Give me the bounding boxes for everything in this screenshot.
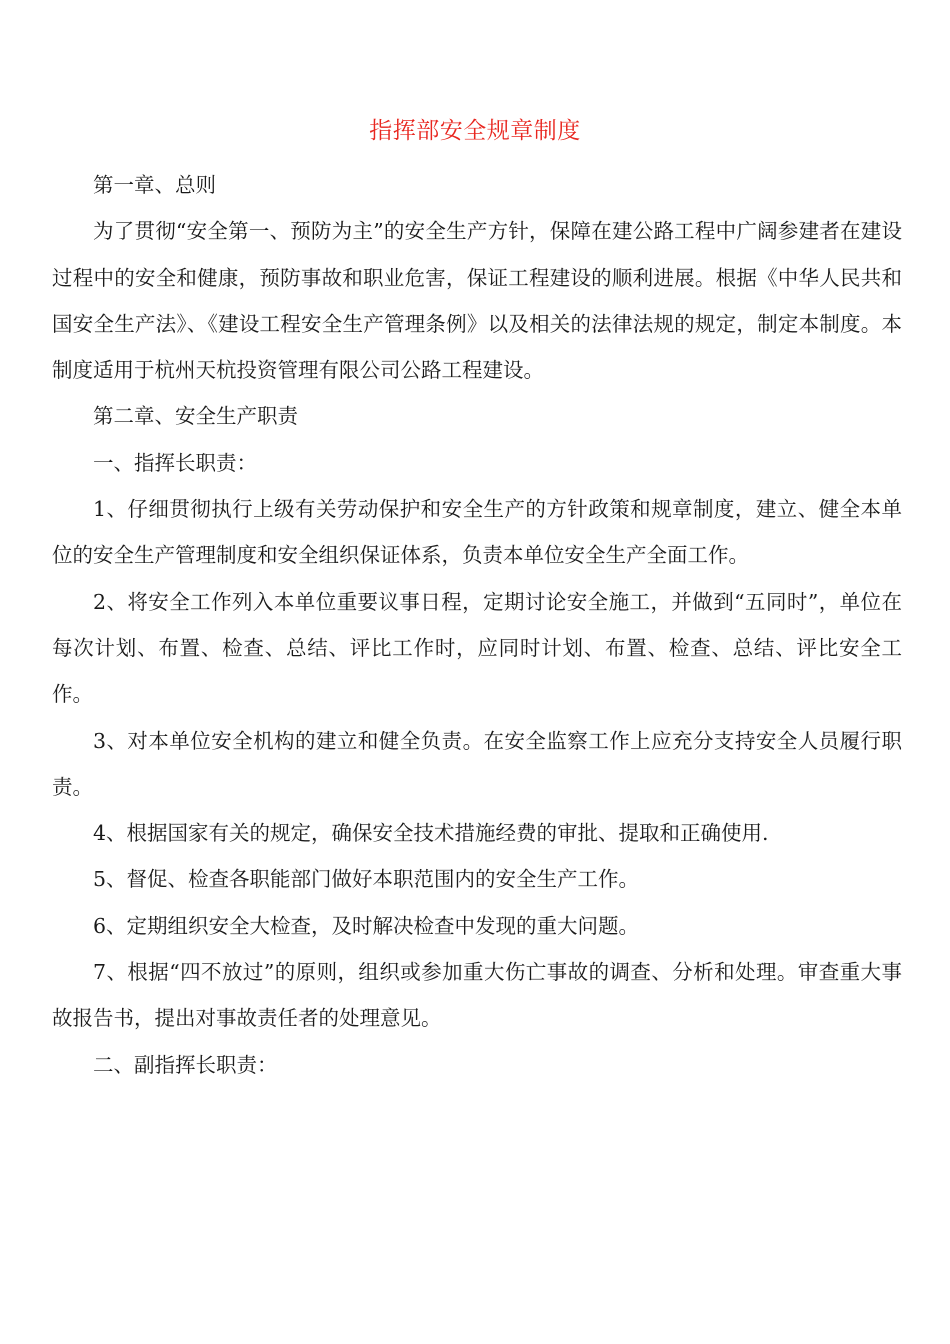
- document-body: [52, 162, 902, 1088]
- section-1-heading: 一、指挥长职责：: [93, 450, 257, 475]
- duty-item-1: 1、仔细贯彻执行上级有关劳动保护和安全生产的方针政策和规章制度，建立、健全本单位的安全生产管理制度和安全组织保证体系，负责本单位安全生产全面工作。: [52, 497, 902, 568]
- chapter-1-heading: 第一章、总则: [93, 173, 216, 197]
- chapter-2-heading: 第二章、安全生产职责: [93, 404, 298, 429]
- duty-item-6: 6、定期组织安全大检查，及时解决检查中发现的重大问题。: [93, 913, 640, 938]
- duty-item-2: 2、将安全工作列入本单位重要议事日程，定期讨论安全施工，并做到“五同时”，单位在每次计划、布置、检查、总结、评比工作时，应同时计划、布置、检查、总结、评比安全工作。: [52, 589, 902, 707]
- duty-item-7: 7、根据“四不放过”的原则，组织或参加重大伤亡事故的调查、分析和处理。审查重大事故报告书，提出对事故责任者的处理意见。: [52, 960, 902, 1031]
- section-2-heading: 二、副指挥长职责：: [93, 1052, 278, 1077]
- paragraph-general-principles: 为了贯彻“安全第一、预防为主”的安全生产方针，保障在建公路工程中广阔参建者在建设过程中的安全和健康，预防事故和职业危害，保证工程建设的顺利进展。根据《中华人民共和国安全生产法》、《建设工程安全生产管理条例》以及相关的法律法规的规定，制定本制度。本制度适用于杭州天杭投资管理有限公司公路工程建设。: [52, 219, 902, 383]
- duty-item-4: 4、根据国家有关的规定，确保安全技术措施经费的审批、提取和正确使用.: [93, 821, 769, 846]
- duty-item-3: 3、对本单位安全机构的建立和健全负责。在安全监察工作上应充分支持安全人员履行职责。: [52, 728, 902, 799]
- duty-item-5: 5、督促、检查各职能部门做好本职范围内的安全生产工作。: [93, 867, 640, 892]
- document-title: 指挥部安全规章制度: [369, 118, 581, 144]
